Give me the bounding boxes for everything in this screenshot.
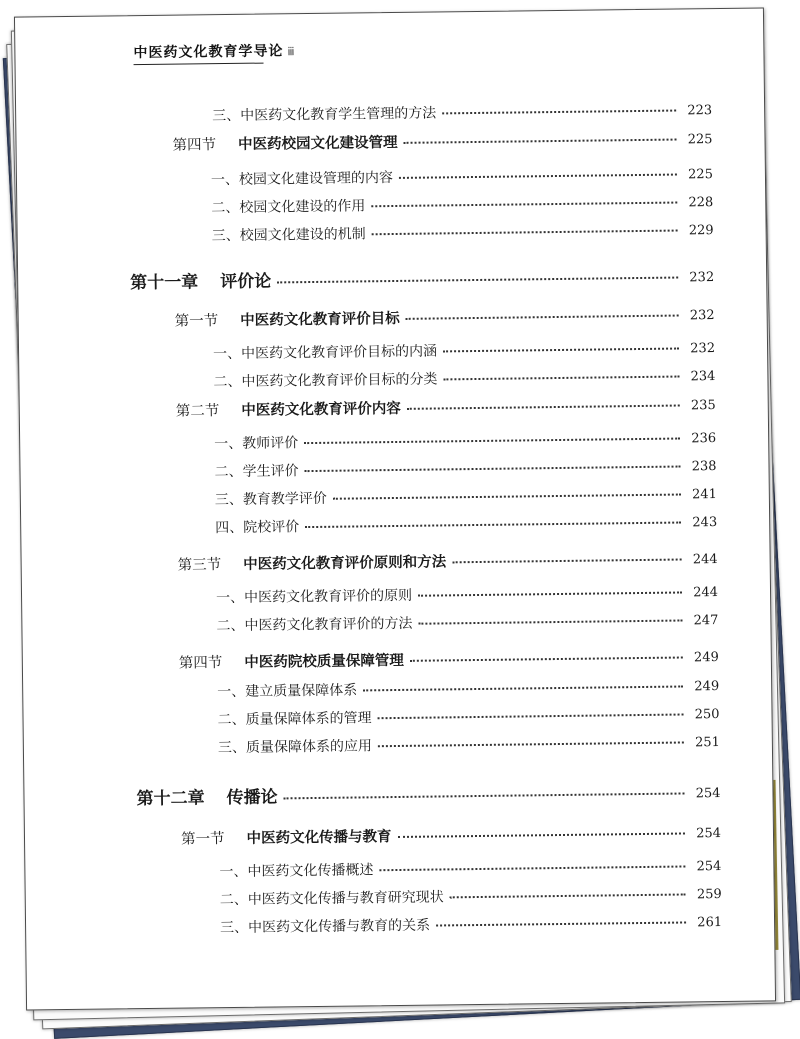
toc-entry-title: [175, 307, 400, 331]
toc-entry-text: 一、中医药文化教育评价的原则: [215, 587, 413, 607]
toc-item: [214, 455, 716, 483]
dot-leader: [442, 108, 676, 115]
dot-leader: [443, 374, 679, 381]
toc-entry-title: [215, 488, 327, 509]
toc-entry-text: 三、校园文化建设的机制: [211, 226, 366, 245]
toc-page-number: 254: [696, 826, 722, 842]
toc-entry-text: 一、中医药文化教育评价目标的内涵: [212, 343, 438, 363]
dot-leader: [443, 346, 679, 353]
toc-entry-text: 三、教育教学评价: [214, 490, 327, 509]
dot-leader: [397, 830, 685, 838]
toc-entry-title: [218, 735, 372, 757]
toc-entry-number: 第十二章: [136, 788, 205, 810]
toc-item: [220, 911, 722, 939]
dot-leader: [403, 137, 676, 144]
toc-page-number: 225: [687, 132, 713, 148]
toc-entry-title: [211, 195, 365, 217]
dot-leader: [378, 739, 684, 747]
toc-item: [213, 365, 715, 393]
dot-leader: [418, 589, 682, 596]
toc-page-number: 223: [687, 103, 713, 119]
toc-page-number: 244: [692, 552, 718, 568]
toc-entry-title: [130, 266, 271, 293]
toc-page-number: 235: [690, 398, 716, 414]
toc-page-number: 241: [691, 487, 717, 503]
toc-page-number: 229: [688, 223, 714, 239]
toc-entry-title: [217, 679, 357, 701]
toc-entry-text: 三、质量保障体系的应用: [217, 738, 372, 757]
dot-leader: [379, 863, 685, 871]
toc-entry-text: 三、中医药文化传播与教育的关系: [220, 917, 431, 937]
toc-section: [181, 821, 721, 850]
toc-item: [220, 883, 722, 911]
dot-leader: [277, 275, 678, 284]
dot-leader: [450, 891, 686, 898]
toc-item: [218, 731, 720, 759]
toc-entry-text: 一、校园文化建设管理的内容: [210, 170, 394, 189]
toc-entry-title: [220, 915, 430, 938]
toc-section: [176, 393, 716, 422]
toc-item: [217, 703, 719, 731]
toc-page-number: 251: [694, 735, 720, 751]
dot-leader: [363, 683, 683, 691]
toc-entry-number: 第三节: [177, 557, 222, 574]
toc-entry-number: 第一节: [174, 313, 219, 330]
toc-item: [216, 581, 718, 609]
toc-item: [214, 427, 716, 455]
toc-page-number: 259: [696, 887, 722, 903]
toc-page-number: 249: [694, 679, 720, 695]
dot-leader: [304, 464, 680, 473]
toc-entry-title: [136, 782, 277, 809]
toc-chapter: [136, 777, 721, 810]
toc-page-number: 238: [691, 459, 717, 475]
toc-page-number: 225: [688, 167, 714, 183]
dot-leader: [407, 403, 680, 410]
toc-item: [217, 675, 719, 703]
toc-page-number: 247: [693, 613, 719, 629]
toc-page-number: 254: [695, 786, 721, 802]
toc-page-number: 243: [692, 515, 718, 531]
toc-entry-number: 第四节: [178, 655, 223, 672]
dot-leader: [333, 492, 681, 500]
toc-page-number: 232: [689, 270, 715, 286]
toc-entry-title: [212, 223, 366, 245]
toc-entry-text: 中医药文化教育评价目标: [240, 310, 400, 329]
toc-entry-title: [212, 102, 436, 125]
toc-page-number: 236: [691, 431, 717, 447]
toc-entry-text: 一、建立质量保障体系: [217, 682, 358, 701]
toc-entry-text: 二、中医药文化教育评价的方法: [216, 615, 413, 635]
dot-leader: [378, 711, 684, 719]
toc-item: [211, 191, 713, 219]
toc-entry-text: 中医药校园文化建设管理: [237, 134, 398, 153]
dot-leader: [399, 172, 677, 179]
toc-entry-title: [181, 825, 392, 849]
toc-item: [216, 609, 718, 637]
toc-entry-number: 第四节: [172, 137, 217, 154]
toc-chapter: [130, 261, 715, 294]
toc-entry-title: [219, 859, 373, 881]
toc-page-number: 244: [693, 585, 719, 601]
toc-page-number: 232: [689, 308, 715, 324]
toc-entry-title: [213, 340, 437, 363]
toc-page-number: 232: [690, 341, 716, 357]
toc-page-number: 228: [688, 195, 714, 211]
toc-entry-text: 四、院校评价: [215, 519, 300, 537]
toc-item: [215, 511, 717, 539]
toc-item: [212, 219, 714, 247]
dot-leader: [305, 520, 681, 529]
toc-entry-title: [214, 460, 298, 481]
toc-entry-title: [176, 397, 401, 421]
toc-entry-number: 第二节: [175, 403, 220, 420]
toc-entry-text: 二、中医药文化传播与教育研究现状: [219, 889, 444, 909]
dot-leader: [371, 200, 677, 208]
toc-page: [14, 7, 776, 1010]
toc-entry-text: 二、中医药文化教育评价目标的分类: [213, 371, 438, 391]
toc-item: [211, 163, 713, 191]
toc-entry-title: [216, 585, 412, 607]
toc-entry-text: 中医药院校质量保障管理: [244, 652, 404, 671]
dot-leader: [452, 557, 682, 564]
toc-entry-title: [211, 167, 393, 189]
toc-entry-text: 中医药文化教育评价原则和方法: [243, 554, 447, 573]
dot-leader: [406, 313, 679, 320]
toc-entry-title: [216, 613, 412, 635]
toc-entry-text: 中医药文化教育评价内容: [241, 400, 401, 419]
toc-page-number: 234: [690, 369, 716, 385]
toc-entry-title: [214, 432, 298, 453]
toc-entry-text: 评价论: [220, 271, 272, 293]
toc-section: [178, 547, 718, 576]
toc-entry-number: 第十一章: [130, 272, 199, 294]
toc-page-number: 261: [697, 915, 723, 931]
page-mark: ⅲ: [287, 45, 296, 59]
toc-section: [175, 303, 715, 332]
toc-entry-text: 中医药文化传播与教育: [246, 829, 392, 847]
dot-leader: [283, 790, 684, 799]
book-title: 中医药文化教育学导论: [133, 43, 284, 62]
toc-entry-title: [179, 649, 404, 673]
toc-entry-title: [217, 707, 371, 729]
dot-leader: [304, 436, 680, 445]
dot-leader: [372, 228, 678, 236]
toc-entry-title: [220, 886, 444, 909]
toc-page-number: 254: [696, 859, 722, 875]
toc-entry-text: 三、中医药文化教育学生管理的方法: [212, 105, 437, 125]
toc-entry-title: [213, 368, 437, 391]
toc-entry-title: [172, 131, 397, 155]
toc-item: [212, 99, 712, 127]
toc-entry-text: 传播论: [226, 787, 278, 809]
toc-entry-title: [215, 516, 299, 537]
table-of-contents: [15, 8, 775, 1009]
dot-leader: [418, 617, 682, 624]
toc-section: [179, 645, 719, 674]
toc-page-number: 250: [694, 707, 720, 723]
toc-entry-text: 二、学生评价: [214, 463, 299, 481]
toc-entry-text: 二、校园文化建设的作用: [211, 198, 366, 217]
toc-section: [172, 127, 712, 156]
dot-leader: [410, 654, 683, 661]
toc-entry-text: 二、质量保障体系的管理: [217, 710, 372, 729]
toc-item: [213, 337, 715, 365]
toc-entry-text: 一、教师评价: [214, 435, 299, 453]
toc-page-number: 249: [693, 650, 719, 666]
toc-entry-text: 一、中医药文化传播概述: [219, 862, 374, 881]
toc-item: [215, 483, 717, 511]
toc-entry-title: [178, 550, 447, 574]
toc-entry-number: 第一节: [180, 831, 225, 848]
dot-leader: [436, 919, 686, 926]
toc-item: [219, 855, 721, 883]
